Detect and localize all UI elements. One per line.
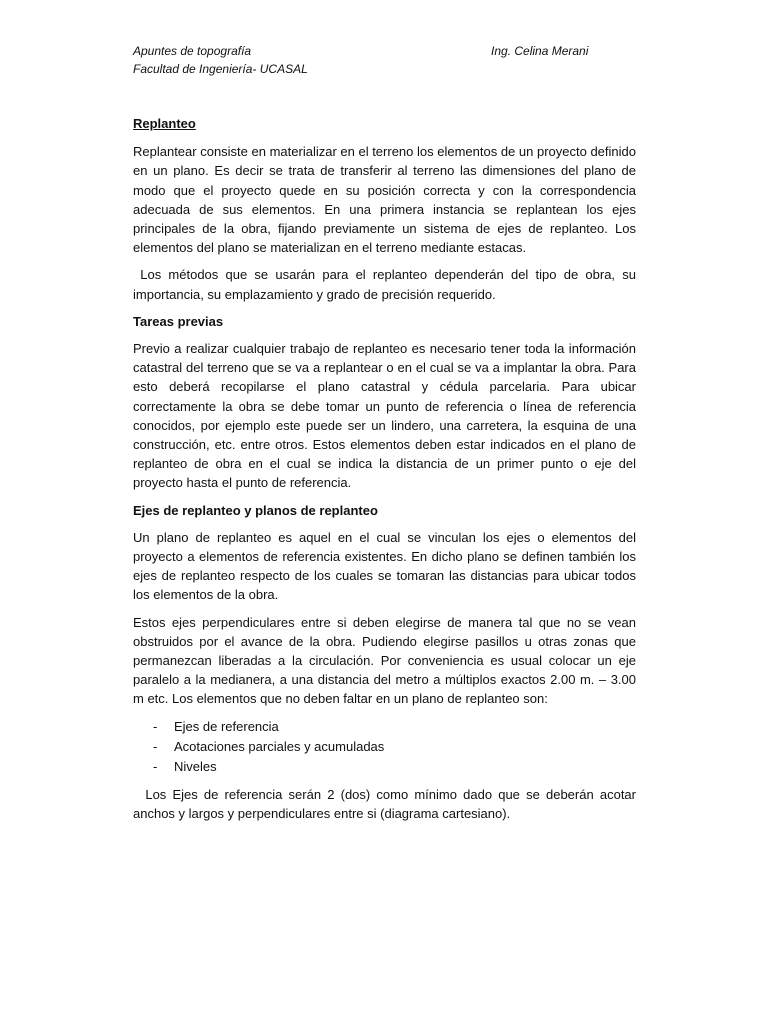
- section-title-ejes-replanteo: Ejes de replanteo y planos de replanteo: [133, 502, 378, 518]
- list-dash: -: [153, 758, 158, 774]
- document-title: Replanteo: [133, 116, 196, 131]
- paragraph-6: Los Ejes de referencia serán 2 (dos) como mínimo dado que se deberán acotar anchos y largos y perpendiculares entre si (diagrama cartesiano).: [133, 786, 640, 821]
- header-author: Ing. Celina Merani: [491, 44, 589, 58]
- paragraph-2: Los métodos que se usarán para el replanteo dependerán del tipo de obra, su importancia, su emplazamiento y grado de precisión requerido.: [133, 267, 640, 302]
- paragraph-1: Replantear consiste en materializar en el terreno los elementos de un proyecto definido en un plano. Es decir se trata de transferir al terreno las dimensiones del plano de modo que el proyecto quede en su posición correcta y con la correspondencia adecuada de sus elementos. En una primera instancia se replantean los ejes principales de la obra, fijando previamente un sistema de ejes de replanteo. Los elementos del plano se materializan en el terreno mediante estacas.: [133, 144, 636, 256]
- paragraph-3: Previo a realizar cualquier trabajo de replanteo es necesario tener toda la información catastral del terreno que se va a replantear o en el cual se va a implantar la obra. Para esto deberá recopilarse el plano catastral y cédula parcelaria. Para ubicar correctamente la obra se debe tomar un punto de referencia o línea de referencia conocidos, por ejemplo este puede ser un lindero, una carretera, la esquina de una construcción, etc. entre otros. Estos elementos deben estar indicados en el plano de replanteo de obra en el cual se indica la distancia de un primer punto o eje del proyecto hasta el punto de referencia.: [133, 341, 636, 491]
- list-item-text: Ejes de referencia: [174, 718, 279, 734]
- list-item-text: Niveles: [174, 758, 217, 774]
- list-item: [133, 737, 636, 757]
- paragraph-5: Estos ejes perpendiculares entre si deben elegirse de manera tal que no se vean obstruidos por el avance de la obra. Pudiendo elegirse pasillos u otras zonas que permanezcan liberadas a la circulación. Por conveniencia es usual colocar un eje paralelo a la medianera, a una distancia del metro a múltiplos exactos 2.00 m. – 3.00 m etc. Los elementos que no deben faltar en un plano de replanteo son:: [133, 614, 636, 707]
- header-course-title: Apuntes de topografía: [133, 44, 252, 58]
- list-dash: -: [153, 718, 158, 734]
- list-item: [133, 757, 636, 777]
- elements-list: [133, 717, 636, 777]
- list-item-text: Acotaciones parciales y acumuladas: [174, 738, 385, 754]
- list-dash: -: [153, 738, 158, 754]
- section-title-tareas-previas: Tareas previas: [133, 313, 224, 329]
- paragraph-4: Un plano de replanteo es aquel en el cual se vinculan los ejes o elementos del proyecto a elementos de referencia existentes. En dicho plano se definen también los ejes de replanteo respecto de los cuales se tomaran las distancias para ubicar todos los elementos de la obra.: [133, 529, 636, 603]
- header-left: [133, 42, 308, 78]
- document-body: [133, 114, 640, 831]
- header-faculty: Facultad de Ingeniería- UCASAL: [133, 62, 308, 76]
- list-item: [133, 717, 636, 737]
